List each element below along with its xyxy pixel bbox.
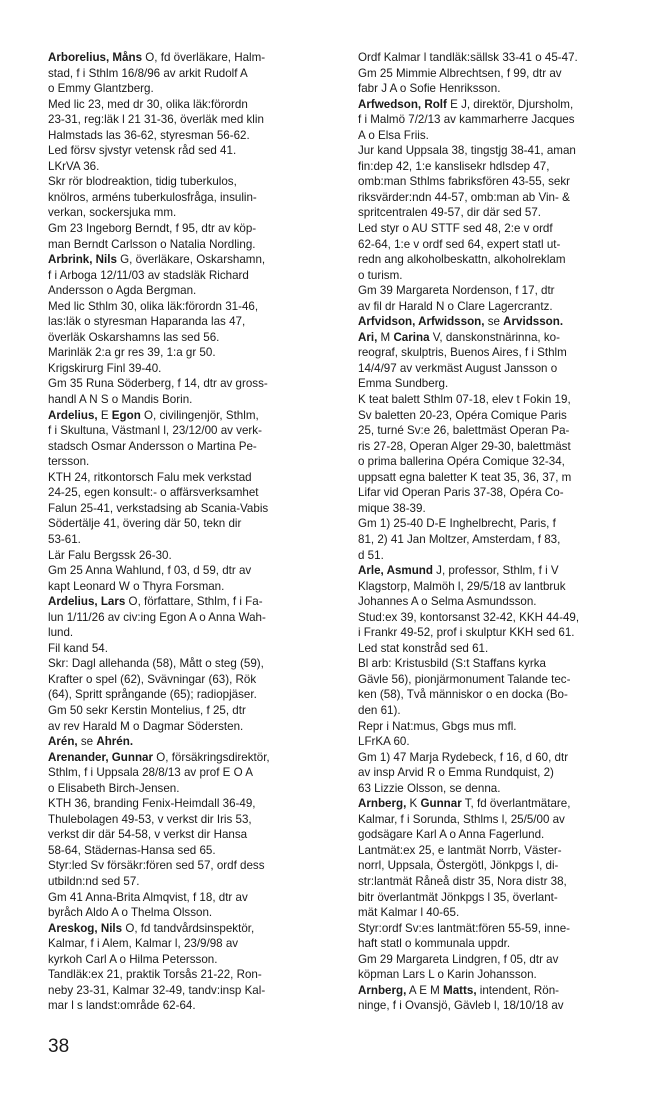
entry-text: bitr överlantmät Jönkpgs l 35, överlant- <box>358 890 558 904</box>
text-line <box>358 50 650 66</box>
text-line <box>358 750 650 766</box>
text-line <box>48 252 340 268</box>
text-line <box>48 687 340 703</box>
entry-headword: Matts, <box>443 983 477 997</box>
entry-text: 53-61. <box>48 532 81 546</box>
entry-text: mique 38-39. <box>358 501 426 515</box>
entry-text: E <box>97 408 112 422</box>
entry-text: 62-64, 1:e v ordf sed 64, expert statl ut- <box>358 237 561 251</box>
text-line <box>358 532 650 548</box>
entry-text: LKrVA 36. <box>48 159 100 173</box>
entry-text: Lär Falu Bergssk 26-30. <box>48 548 172 562</box>
text-line <box>48 330 340 346</box>
entry-text: Kalmar, f i Alem, Kalmar l, 23/9/98 av <box>48 937 239 951</box>
entry-text: mät Kalmar l 40-65. <box>358 906 460 920</box>
entry-text: stadsch Osmar Andersson o Martina Pe- <box>48 439 257 453</box>
right-column <box>358 50 650 1014</box>
entry-text: spritcentralen 49-57, dir där sed 57. <box>358 206 542 220</box>
text-line <box>48 952 340 968</box>
text-line <box>48 750 340 766</box>
text-line <box>48 734 340 750</box>
entry-text: Lantmät:ex 25, e lantmät Norrb, Väster- <box>358 843 562 857</box>
text-line <box>358 392 650 408</box>
text-line <box>48 827 340 843</box>
entry-text: verkan, sockersjuka mm. <box>48 206 177 220</box>
text-line <box>358 703 650 719</box>
text-line <box>48 345 340 361</box>
text-line <box>48 376 340 392</box>
text-line <box>358 734 650 750</box>
entry-text: Gm 25 Mimmie Albrechtsen, f 99, dtr av <box>358 66 562 80</box>
text-line <box>358 594 650 610</box>
text-line <box>358 656 650 672</box>
text-line <box>48 967 340 983</box>
entry-text: riksvärder:ndn 44-57, omb:man ab Vin- & <box>358 190 570 204</box>
text-line <box>48 268 340 284</box>
text-line <box>48 174 340 190</box>
entry-headword: Arfvidson, Arfwidsson, <box>358 315 485 329</box>
entry-headword: Arbrink, Nils <box>48 253 117 267</box>
entry-headword: Arenander, Gunnar <box>48 750 154 764</box>
text-line <box>358 454 650 470</box>
text-line <box>48 128 340 144</box>
entry-text: Emma Sundberg. <box>358 377 449 391</box>
text-line <box>358 268 650 284</box>
entry-text: se <box>484 315 504 329</box>
entry-text: Krigskirurg Finl 39-40. <box>48 361 162 375</box>
text-line <box>48 610 340 626</box>
entry-text: fabr J A o Sofie Henriksson. <box>358 82 501 96</box>
text-line <box>48 423 340 439</box>
text-line <box>358 376 650 392</box>
text-line <box>48 314 340 330</box>
entry-headword: Ari, <box>358 330 378 344</box>
entry-text: d 51. <box>358 548 384 562</box>
text-line <box>358 781 650 797</box>
text-line <box>358 516 650 532</box>
text-line <box>358 237 650 253</box>
text-line <box>358 190 650 206</box>
text-line <box>358 423 650 439</box>
text-line <box>48 50 340 66</box>
text-line <box>358 998 650 1014</box>
entry-text: 24-25, egen konsult:- o affärsverksamhet <box>48 486 259 500</box>
text-line <box>48 983 340 999</box>
text-line <box>48 765 340 781</box>
entry-text: 58-64, Städernas-Hansa sed 65. <box>48 843 216 857</box>
entry-text: kyrkoh Carl A o Hilma Petersson. <box>48 952 218 966</box>
entry-text: lund. <box>48 626 74 640</box>
text-line <box>48 97 340 113</box>
entry-text: Skr rör blodreaktion, tidig tuberkulos, <box>48 175 237 189</box>
text-line <box>48 812 340 828</box>
text-line <box>48 454 340 470</box>
entry-headword: Arle, Asmund <box>358 564 433 578</box>
text-line <box>358 625 650 641</box>
entry-text: Gm 1) 47 Marja Rydebeck, f 16, d 60, dtr <box>358 750 569 764</box>
entry-text: A o Elsa Friis. <box>358 128 429 142</box>
entry-text: Gm 50 sekr Kerstin Montelius, f 25, dtr <box>48 703 246 717</box>
text-line <box>358 672 650 688</box>
entry-text: o prima ballerina Opéra Comique 32-34, <box>358 455 565 469</box>
text-line <box>48 81 340 97</box>
text-line <box>358 579 650 595</box>
entry-text: Gm 29 Margareta Lindgren, f 05, dtr av <box>358 952 559 966</box>
text-line <box>48 936 340 952</box>
entry-text: K <box>406 797 421 811</box>
entry-text: V, danskonstnärinna, ko- <box>429 330 560 344</box>
entry-text: reograf, skulptris, Buenos Aires, f i Sthlm <box>358 346 567 360</box>
entry-text: av fil dr Harald N o Clare Lagercrantz. <box>358 299 553 313</box>
text-line <box>48 843 340 859</box>
text-line <box>358 205 650 221</box>
text-line <box>358 858 650 874</box>
text-line <box>358 485 650 501</box>
text-line <box>358 952 650 968</box>
entry-text: Gm 39 Margareta Nordenson, f 17, dtr <box>358 284 555 298</box>
text-line <box>358 143 650 159</box>
text-line <box>358 967 650 983</box>
entry-text: uppsatt egna baletter K teat 35, 36, 37, m <box>358 470 572 484</box>
entry-text: E J, direktör, Djursholm, <box>446 97 574 111</box>
text-line <box>48 205 340 221</box>
entry-text: Falun 25-41, verkstadsing ab Scania-Vabis <box>48 501 269 515</box>
text-line <box>48 408 340 424</box>
entry-text: Led styr o AU STTF sed 48, 2:e v ordf <box>358 222 553 236</box>
entry-text: Gm 1) 25-40 D-E Inghelbrecht, Paris, f <box>358 517 556 531</box>
entry-text: Led försv sjvstyr vetensk råd sed 41. <box>48 144 237 158</box>
text-line <box>48 143 340 159</box>
entry-text: Södertälje 41, övering där 50, tekn dir <box>48 517 242 531</box>
text-line <box>48 392 340 408</box>
entry-text: lun 1/11/26 av civ:ing Egon A o Anna Wah- <box>48 610 266 624</box>
entry-text: Fil kand 54. <box>48 641 108 655</box>
entry-text: Kalmar, f i Sorunda, Sthlms l, 25/5/00 av <box>358 812 565 826</box>
text-line <box>358 299 650 315</box>
entry-text: kapt Leonard W o Thyra Forsman. <box>48 579 225 593</box>
entry-text: 63 Lizzie Olsson, se denna. <box>358 781 501 795</box>
entry-text: KTH 36, branding Fenix-Heimdall 36-49, <box>48 797 256 811</box>
text-line <box>48 625 340 641</box>
text-line <box>358 361 650 377</box>
entry-headword: Ardelius, Lars <box>48 595 126 609</box>
text-line <box>358 252 650 268</box>
entry-text: Johannes A o Selma Asmundsson. <box>358 595 537 609</box>
text-line <box>358 874 650 890</box>
entry-text: A E M <box>406 983 444 997</box>
entry-text: knölros, arméns tuberkulosfråga, insulin- <box>48 190 257 204</box>
entry-text: ninge, f i Ovansjö, Gävleb l, 18/10/18 av <box>358 999 564 1013</box>
entry-text: Lifar vid Operan Paris 37-38, Opéra Co- <box>358 486 564 500</box>
entry-headword: Ahrén. <box>96 735 134 749</box>
text-line <box>358 174 650 190</box>
entry-text: omb:man Sthlms fabriksfören 43-55, sekr <box>358 175 570 189</box>
entry-text: intendent, Rön- <box>476 983 560 997</box>
entry-text: man Berndt Carlsson o Natalia Nordling. <box>48 237 256 251</box>
entry-text: Thulebolagen 49-53, v verkst dir Iris 53, <box>48 812 252 826</box>
entry-text: f i Skultuna, Västmanl l, 23/12/00 av verk- <box>48 424 262 438</box>
text-line <box>358 470 650 486</box>
entry-text: av insp Arvid R o Emma Rundquist, 2) <box>358 766 554 780</box>
entry-text: Gm 35 Runa Söderberg, f 14, dtr av gross- <box>48 377 268 391</box>
text-line <box>48 796 340 812</box>
text-line <box>48 563 340 579</box>
text-line <box>48 579 340 595</box>
entry-text: O, civilingenjör, Sthlm, <box>140 408 259 422</box>
text-line <box>358 641 650 657</box>
entry-text: T, fd överlantmätare, <box>461 797 571 811</box>
text-line <box>48 112 340 128</box>
entry-text: handl A N S o Mandis Borin. <box>48 393 193 407</box>
text-line <box>358 796 650 812</box>
entry-text: ken (58), Två människor o en docka (Bo- <box>358 688 568 702</box>
text-line <box>48 501 340 517</box>
left-column <box>48 50 340 1014</box>
text-line <box>358 283 650 299</box>
entry-text: verkst dir där 54-58, v verkst dir Hansa <box>48 828 248 842</box>
text-line <box>358 687 650 703</box>
entry-headword: Carina <box>393 330 430 344</box>
entry-text: Led stat konstråd sed 61. <box>358 641 489 655</box>
entry-text: utbildn:nd sed 57. <box>48 874 140 888</box>
text-line <box>358 97 650 113</box>
entry-text: Stud:ex 39, kontorsanst 32-42, KKH 44-49, <box>358 610 580 624</box>
text-line <box>48 905 340 921</box>
text-line <box>358 563 650 579</box>
entry-text: o Emmy Glantzberg. <box>48 82 154 96</box>
entry-text: ris 27-28, Operan Alger 29-30, balettmäst <box>358 439 571 453</box>
entry-text: tersson. <box>48 455 90 469</box>
text-line <box>358 501 650 517</box>
entry-text: godsägare Karl A o Anna Fagerlund. <box>358 828 545 842</box>
entry-text: M <box>377 330 394 344</box>
text-line <box>48 781 340 797</box>
entry-text: stad, f i Sthlm 16/8/96 av arkit Rudolf A <box>48 66 248 80</box>
page-number: 38 <box>48 1036 70 1057</box>
text-line <box>48 672 340 688</box>
text-line <box>358 314 650 330</box>
entry-text: redn ang alkoholbeskattn, alkoholreklam <box>358 253 566 267</box>
entry-headword: Egon <box>111 408 141 422</box>
entry-text: Bl arb: Kristusbild (S:t Staffans kyrka <box>358 657 546 671</box>
entry-headword: Gunnar <box>420 797 462 811</box>
entry-text: fin:dep 42, 1:e kanslisekr hdlsdep 47, <box>358 159 550 173</box>
entry-text: Styr:led Sv försäkr:fören sed 57, ordf dess <box>48 859 265 873</box>
text-line <box>358 812 650 828</box>
text-line <box>358 890 650 906</box>
text-line <box>358 439 650 455</box>
text-line <box>358 936 650 952</box>
text-line <box>358 81 650 97</box>
text-line <box>48 890 340 906</box>
text-line <box>358 408 650 424</box>
text-line <box>48 221 340 237</box>
text-line <box>358 719 650 735</box>
entry-text: Gm 41 Anna-Brita Almqvist, f 18, dtr av <box>48 890 248 904</box>
entry-text: Krafter o spel (62), Svävningar (63), Rök <box>48 672 257 686</box>
text-line <box>48 719 340 735</box>
entry-text: Skr: Dagl allehanda (58), Mått o steg (59), <box>48 657 264 671</box>
entry-text: av rev Harald M o Dagmar Södersten. <box>48 719 244 733</box>
text-line <box>358 827 650 843</box>
entry-text: byråch Aldo A o Thelma Olsson. <box>48 906 213 920</box>
entry-text: 14/4/97 av verkmäst August Jansson o <box>358 361 558 375</box>
entry-text: Sthlm, f i Uppsala 28/8/13 av prof E O A <box>48 766 253 780</box>
text-line <box>358 159 650 175</box>
entry-text: 81, 2) 41 Jan Moltzer, Amsterdam, f 83, <box>358 532 561 546</box>
text-line <box>48 703 340 719</box>
entry-text: 25, turné Sv:e 26, balettmäst Operan Pa- <box>358 424 570 438</box>
entry-text: norrl, Uppsala, Östergötl, Jönkpgs l, di- <box>358 859 559 873</box>
entry-text: den 61). <box>358 703 401 717</box>
text-line <box>48 874 340 890</box>
text-line <box>358 983 650 999</box>
text-line <box>358 610 650 626</box>
entry-text: Ordf Kalmar l tandläk:sällsk 33-41 o 45-47. <box>358 51 578 64</box>
text-line <box>48 159 340 175</box>
text-line <box>358 548 650 564</box>
text-line <box>48 594 340 610</box>
entry-text: las:läk o styresman Haparanda las 47, <box>48 315 246 329</box>
text-line <box>48 516 340 532</box>
entry-text: Gävle 56), pionjärmonument Talande tec- <box>358 672 571 686</box>
text-line <box>358 921 650 937</box>
text-line <box>48 470 340 486</box>
text-line <box>358 765 650 781</box>
entry-headword: Arvidsson. <box>503 315 564 329</box>
text-line <box>48 299 340 315</box>
entry-text: Klagstorp, Malmöh l, 29/5/18 av lantbruk <box>358 579 566 593</box>
entry-text: 23-31, reg:läk l 21 31-36, överläk med klin <box>48 113 264 127</box>
entry-text: f i Arboga 12/11/03 av stadsläk Richard <box>48 268 249 282</box>
text-line <box>358 905 650 921</box>
text-line <box>358 112 650 128</box>
text-line <box>48 66 340 82</box>
entry-text: G, överläkare, Oskarshamn, <box>116 253 266 267</box>
text-line <box>48 641 340 657</box>
entry-text: Repr i Nat:mus, Gbgs mus mfl. <box>358 719 517 733</box>
entry-text: Med lic Sthlm 30, olika läk:förordn 31-46, <box>48 299 259 313</box>
text-line <box>48 190 340 206</box>
entry-text: O, fd överläkare, Halm- <box>142 51 266 64</box>
entry-text: Sv baletten 20-23, Opéra Comique Paris <box>358 408 567 422</box>
entry-text: Styr:ordf Sv:es lantmät:fören 55-59, inne- <box>358 921 571 935</box>
text-line <box>48 548 340 564</box>
entry-text: Gm 23 Ingeborg Berndt, f 95, dtr av köp- <box>48 222 257 236</box>
entry-text: se <box>77 735 97 749</box>
entry-text: neby 23-31, Kalmar 32-49, tandv:insp Kal- <box>48 983 266 997</box>
entry-text: Med lic 23, med dr 30, olika läk:förordn <box>48 97 248 111</box>
entry-text: överläk Oskarshamns las sed 56. <box>48 330 220 344</box>
entry-text: O, försäkringsdirektör, <box>153 750 270 764</box>
entry-headword: Arén, <box>48 735 78 749</box>
entry-text: haft statl o kommunala uppdr. <box>358 937 511 951</box>
text-line <box>358 221 650 237</box>
text-line <box>358 128 650 144</box>
entry-text: mar l s landst:område 62-64. <box>48 999 196 1013</box>
entry-text: LFrKA 60. <box>358 735 410 749</box>
text-line <box>48 656 340 672</box>
text-line <box>358 345 650 361</box>
entry-text: O, fd tandvårdsinspektör, <box>122 921 255 935</box>
entry-text: J, professor, Sthlm, f i V <box>432 564 559 578</box>
entry-text: f i Malmö 7/2/13 av kammarherre Jacques <box>358 113 575 127</box>
text-line <box>358 843 650 859</box>
entry-text: Marinläk 2:a gr res 39, 1:a gr 50. <box>48 346 216 360</box>
entry-text: K teat balett Sthlm 07-18, elev t Fokin 19, <box>358 393 571 407</box>
text-line <box>48 439 340 455</box>
entry-text: o turism. <box>358 268 403 282</box>
entry-headword: Areskog, Nils <box>48 921 123 935</box>
text-line <box>48 485 340 501</box>
entry-text: Gm 25 Anna Wahlund, f 03, d 59, dtr av <box>48 564 252 578</box>
entry-text: KTH 24, ritkontorsch Falu mek verkstad <box>48 470 252 484</box>
entry-headword: Arfwedson, Rolf <box>358 97 447 111</box>
text-line <box>48 237 340 253</box>
entry-text: Halmstads las 36-62, styresman 56-62. <box>48 128 250 142</box>
entry-headword: Arnberg, <box>358 797 407 811</box>
text-line <box>358 330 650 346</box>
entry-text: i Frankr 49-52, prof i skulptur KKH sed 61. <box>358 626 575 640</box>
entry-text: Jur kand Uppsala 38, tingstjg 38-41, aman <box>358 144 576 158</box>
entry-headword: Arnberg, <box>358 983 407 997</box>
text-line <box>48 858 340 874</box>
entry-text: Andersson o Agda Bergman. <box>48 284 197 298</box>
entry-headword: Arborelius, Måns <box>48 51 143 64</box>
entry-text: köpman Lars L o Karin Johansson. <box>358 968 537 982</box>
entry-headword: Ardelius, <box>48 408 98 422</box>
entry-text: str:lantmät Råneå distr 35, Nora distr 38, <box>358 874 567 888</box>
text-line <box>48 921 340 937</box>
text-line <box>48 998 340 1014</box>
text-line <box>358 66 650 82</box>
entry-text: Tandläk:ex 21, praktik Torsås 21-22, Ron- <box>48 968 262 982</box>
entry-text: O, författare, Sthlm, f i Fa- <box>125 595 263 609</box>
entry-text: (64), Spritt språngande (65); radiopjäser. <box>48 688 257 702</box>
text-line <box>48 532 340 548</box>
text-line <box>48 361 340 377</box>
text-line <box>48 283 340 299</box>
entry-text: o Elisabeth Birch-Jensen. <box>48 781 180 795</box>
